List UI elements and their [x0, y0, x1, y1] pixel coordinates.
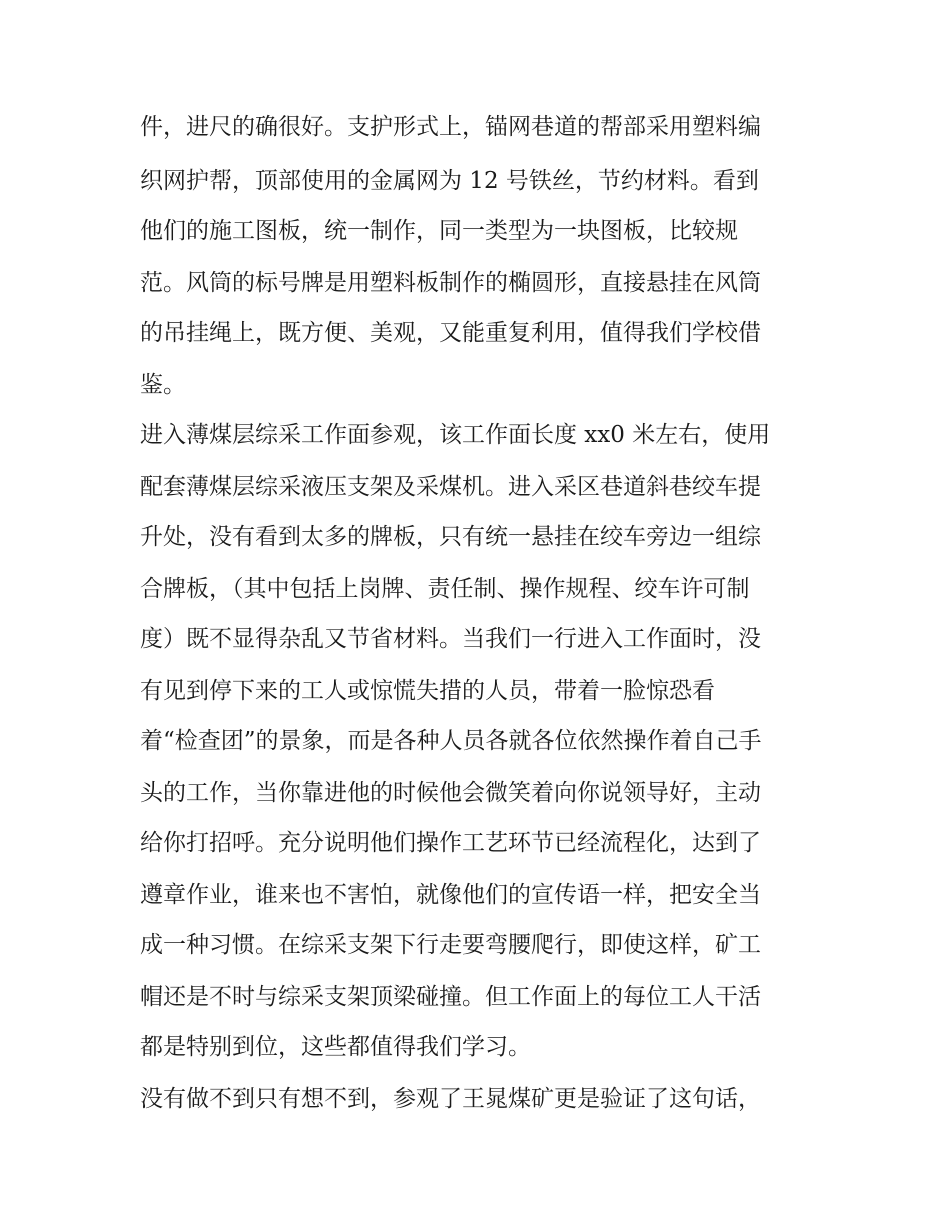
- text-line: 鉴。: [140, 372, 186, 398]
- text-line: 升处，没有看到太多的牌板，只有统一悬挂在绞车旁边一组综: [140, 524, 761, 550]
- text-line: 度）既不显得杂乱又节省材料。当我们一行进入工作面时，没: [140, 626, 761, 652]
- text-line: 的吊挂绳上，既方便、美观，又能重复利用，值得我们学校借: [140, 320, 761, 346]
- text-line: 头的工作，当你靠进他的时候他会微笑着向你说领导好，主动: [140, 780, 761, 806]
- text-line: 给你打招呼。充分说明他们操作工艺环节已经流程化，达到了: [140, 830, 761, 856]
- text-line: 没有做不到只有想不到，参观了王晁煤矿更是验证了这句话，: [140, 1086, 761, 1112]
- text-line: 着“检查团”的景象，而是各种人员各就各位依然操作着自己手: [140, 728, 762, 754]
- text-line: 配套薄煤层综采液压支架及采煤机。进入采区巷道斜巷绞车提: [140, 474, 761, 500]
- text-line: 都是特别到位，这些都值得我们学习。: [140, 1034, 531, 1060]
- text-line: 件，进尺的确很好。支护形式上，锚网巷道的帮部采用塑料编: [140, 114, 761, 140]
- text-line: 他们的施工图板，统一制作，同一类型为一块图板，比较规: [140, 218, 738, 244]
- text-line: 遵章作业，谁来也不害怕，就像他们的宣传语一样，把安全当: [140, 882, 761, 908]
- text-line: 范。风筒的标号牌是用塑料板制作的椭圆形，直接悬挂在风筒: [140, 270, 761, 296]
- text-line: 合牌板，（其中包括上岗牌、责任制、操作规程、绞车许可制: [140, 576, 750, 602]
- text-line: 进入薄煤层综采工作面参观，该工作面长度 xx0 米左右，使用: [140, 422, 771, 448]
- text-line: 帽还是不时与综采支架顶梁碰撞。但工作面上的每位工人干活: [140, 984, 761, 1010]
- text-line: 成一种习惯。在综采支架下行走要弯腰爬行，即使这样，矿工: [140, 932, 761, 958]
- text-line: 有见到停下来的工人或惊慌失措的人员，带着一脸惊恐看: [140, 678, 715, 704]
- text-line: 织网护帮，顶部使用的金属网为 12 号铁丝，节约材料。看到: [140, 168, 759, 194]
